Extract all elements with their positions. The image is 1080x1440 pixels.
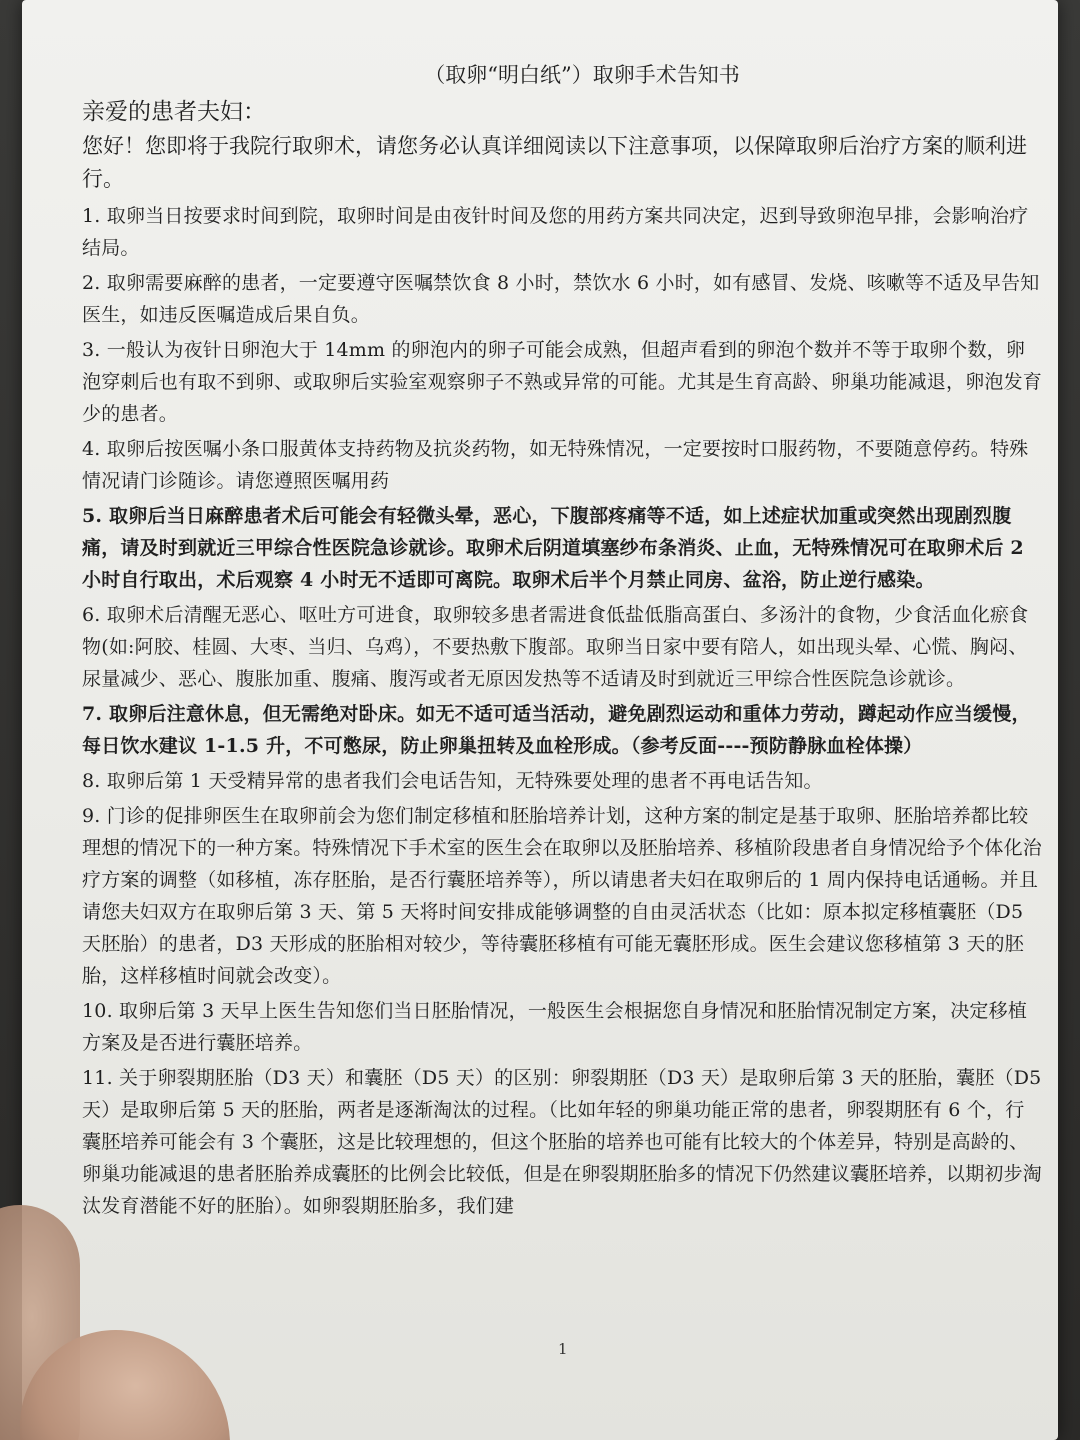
notice-item-7: 7. 取卵后注意休息，但无需绝对卧床。如无不适可适当活动，避免剧烈运动和重体力劳动，蹲起动作应当缓慢，每日饮水建议 1-1.5 升，不可憋尿，防止卵巢扭转及血栓形成。（参考反面----预防静脉血栓体操） <box>82 703 1031 757</box>
page-number: 1 <box>558 1340 568 1358</box>
notice-item-2: 2. 取卵需要麻醉的患者，一定要遵守医嘱禁饮食 8 小时，禁饮水 6 小时，如有感冒、发烧、咳嗽等不适及早告知医生，如违反医嘱造成后果自负。 <box>82 272 1040 326</box>
intro-paragraph: 您好！您即将于我院行取卵术，请您务必认真详细阅读以下注意事项，以保障取卵后治疗方案的顺利进行。 <box>82 134 1027 191</box>
notice-item-10: 10. 取卵后第 3 天早上医生告知您们当日胚胎情况，一般医生会根据您自身情况和胚胎情况制定方案，决定移植方案及是否进行囊胚培养。 <box>82 1000 1028 1054</box>
notice-item-3: 3. 一般认为夜针日卵泡大于 14mm 的卵泡内的卵子可能会成熟，但超声看到的卵泡个数并不等于取卵个数，卵泡穿刺后也有取不到卵、或取卵后实验室观察卵子不熟或异常的可能。尤其是生育高龄、卵巢功能减退，卵泡发育少的患者。 <box>82 339 1043 425</box>
paper-sheet <box>22 0 1058 1440</box>
notice-item-1: 1. 取卵当日按要求时间到院，取卵时间是由夜针时间及您的用药方案共同决定，迟到导致卵泡早排，会影响治疗结局。 <box>82 205 1029 259</box>
greeting: 亲爱的患者夫妇： <box>82 99 266 125</box>
notice-item-8: 8. 取卵后第 1 天受精异常的患者我们会电话告知，无特殊要处理的患者不再电话告知。 <box>82 770 823 792</box>
notice-item-6: 6. 取卵术后清醒无恶心、呕吐方可进食，取卵较多患者需进食低盐低脂高蛋白、多汤汁的食物，少食活血化瘀食物(如:阿胶、桂圆、大枣、当归、乌鸡），不要热敷下腹部。取卵当日家中要有陪人，如出现头晕、心慌、胸闷、尿量减少、恶心、腹胀加重、腹痛、腹泻或者无原因发热等不适请及时到就近三甲综合性医院急诊就诊。 <box>82 604 1029 690</box>
notice-item-4: 4. 取卵后按医嘱小条口服黄体支持药物及抗炎药物，如无特殊情况，一定要按时口服药物，不要随意停药。特殊情况请门诊随诊。请您遵照医嘱用药 <box>82 438 1029 492</box>
document-body <box>82 58 1042 1225</box>
notice-item-9: 9. 门诊的促排卵医生在取卵前会为您们制定移植和胚胎培养计划，这种方案的制定是基于取卵、胚胎培养都比较理想的情况下的一种方案。特殊情况下手术室的医生会在取卵以及胚胎培养、移植阶段患者自身情况给予个体化治疗方案的调整（如移植，冻存胚胎，是否行囊胚培养等），所以请患者夫妇在取卵后的 1 周内保持电话通畅。并且请您夫妇双方在取卵后第 3 天、第 5 天将时间安排成能够调整的自由灵活状态（比如：原本拟定移植囊胚（D5 天胚胎）的患者，D3 天形成的胚胎相对较少，等待囊胚移植有可能无囊胚形成。医生会建议您移植第 3 天的胚胎，这样移植时间就会改变）。 <box>82 805 1043 987</box>
notice-item-5: 5. 取卵后当日麻醉患者术后可能会有轻微头晕，恶心，下腹部疼痛等不适，如上述症状加重或突然出现剧烈腹痛，请及时到就近三甲综合性医院急诊就诊。取卵术后阴道填塞纱布条消炎、止血，无特殊情况可在取卵术后 2 小时自行取出，术后观察 4 小时无不适即可离院。取卵术后半个月禁止同房、盆浴，防止逆行感染。 <box>82 505 1024 591</box>
notice-item-11: 11. 关于卵裂期胚胎（D3 天）和囊胚（D5 天）的区别：卵裂期胚（D3 天）是取卵后第 3 天的胚胎，囊胚（D5 天）是取卵后第 5 天的胚胎，两者是逐渐淘汰的过程。（比如年轻的卵巢功能正常的患者，卵裂期胚有 6 个，行囊胚培养可能会有 3 个囊胚，这是比较理想的，但这个胚胎的培养也可能有比较大的个体差异，特别是高龄的、卵巢功能减退的患者胚胎养成囊胚的比例会比较低，但是在卵裂期胚胎多的情况下仍然建议囊胚培养，以期初步淘汰发育潜能不好的胚胎）。如卵裂期胚胎多，我们建 <box>82 1067 1043 1217</box>
document-title: （取卵“明白纸”）取卵手术告知书 <box>424 63 740 87</box>
